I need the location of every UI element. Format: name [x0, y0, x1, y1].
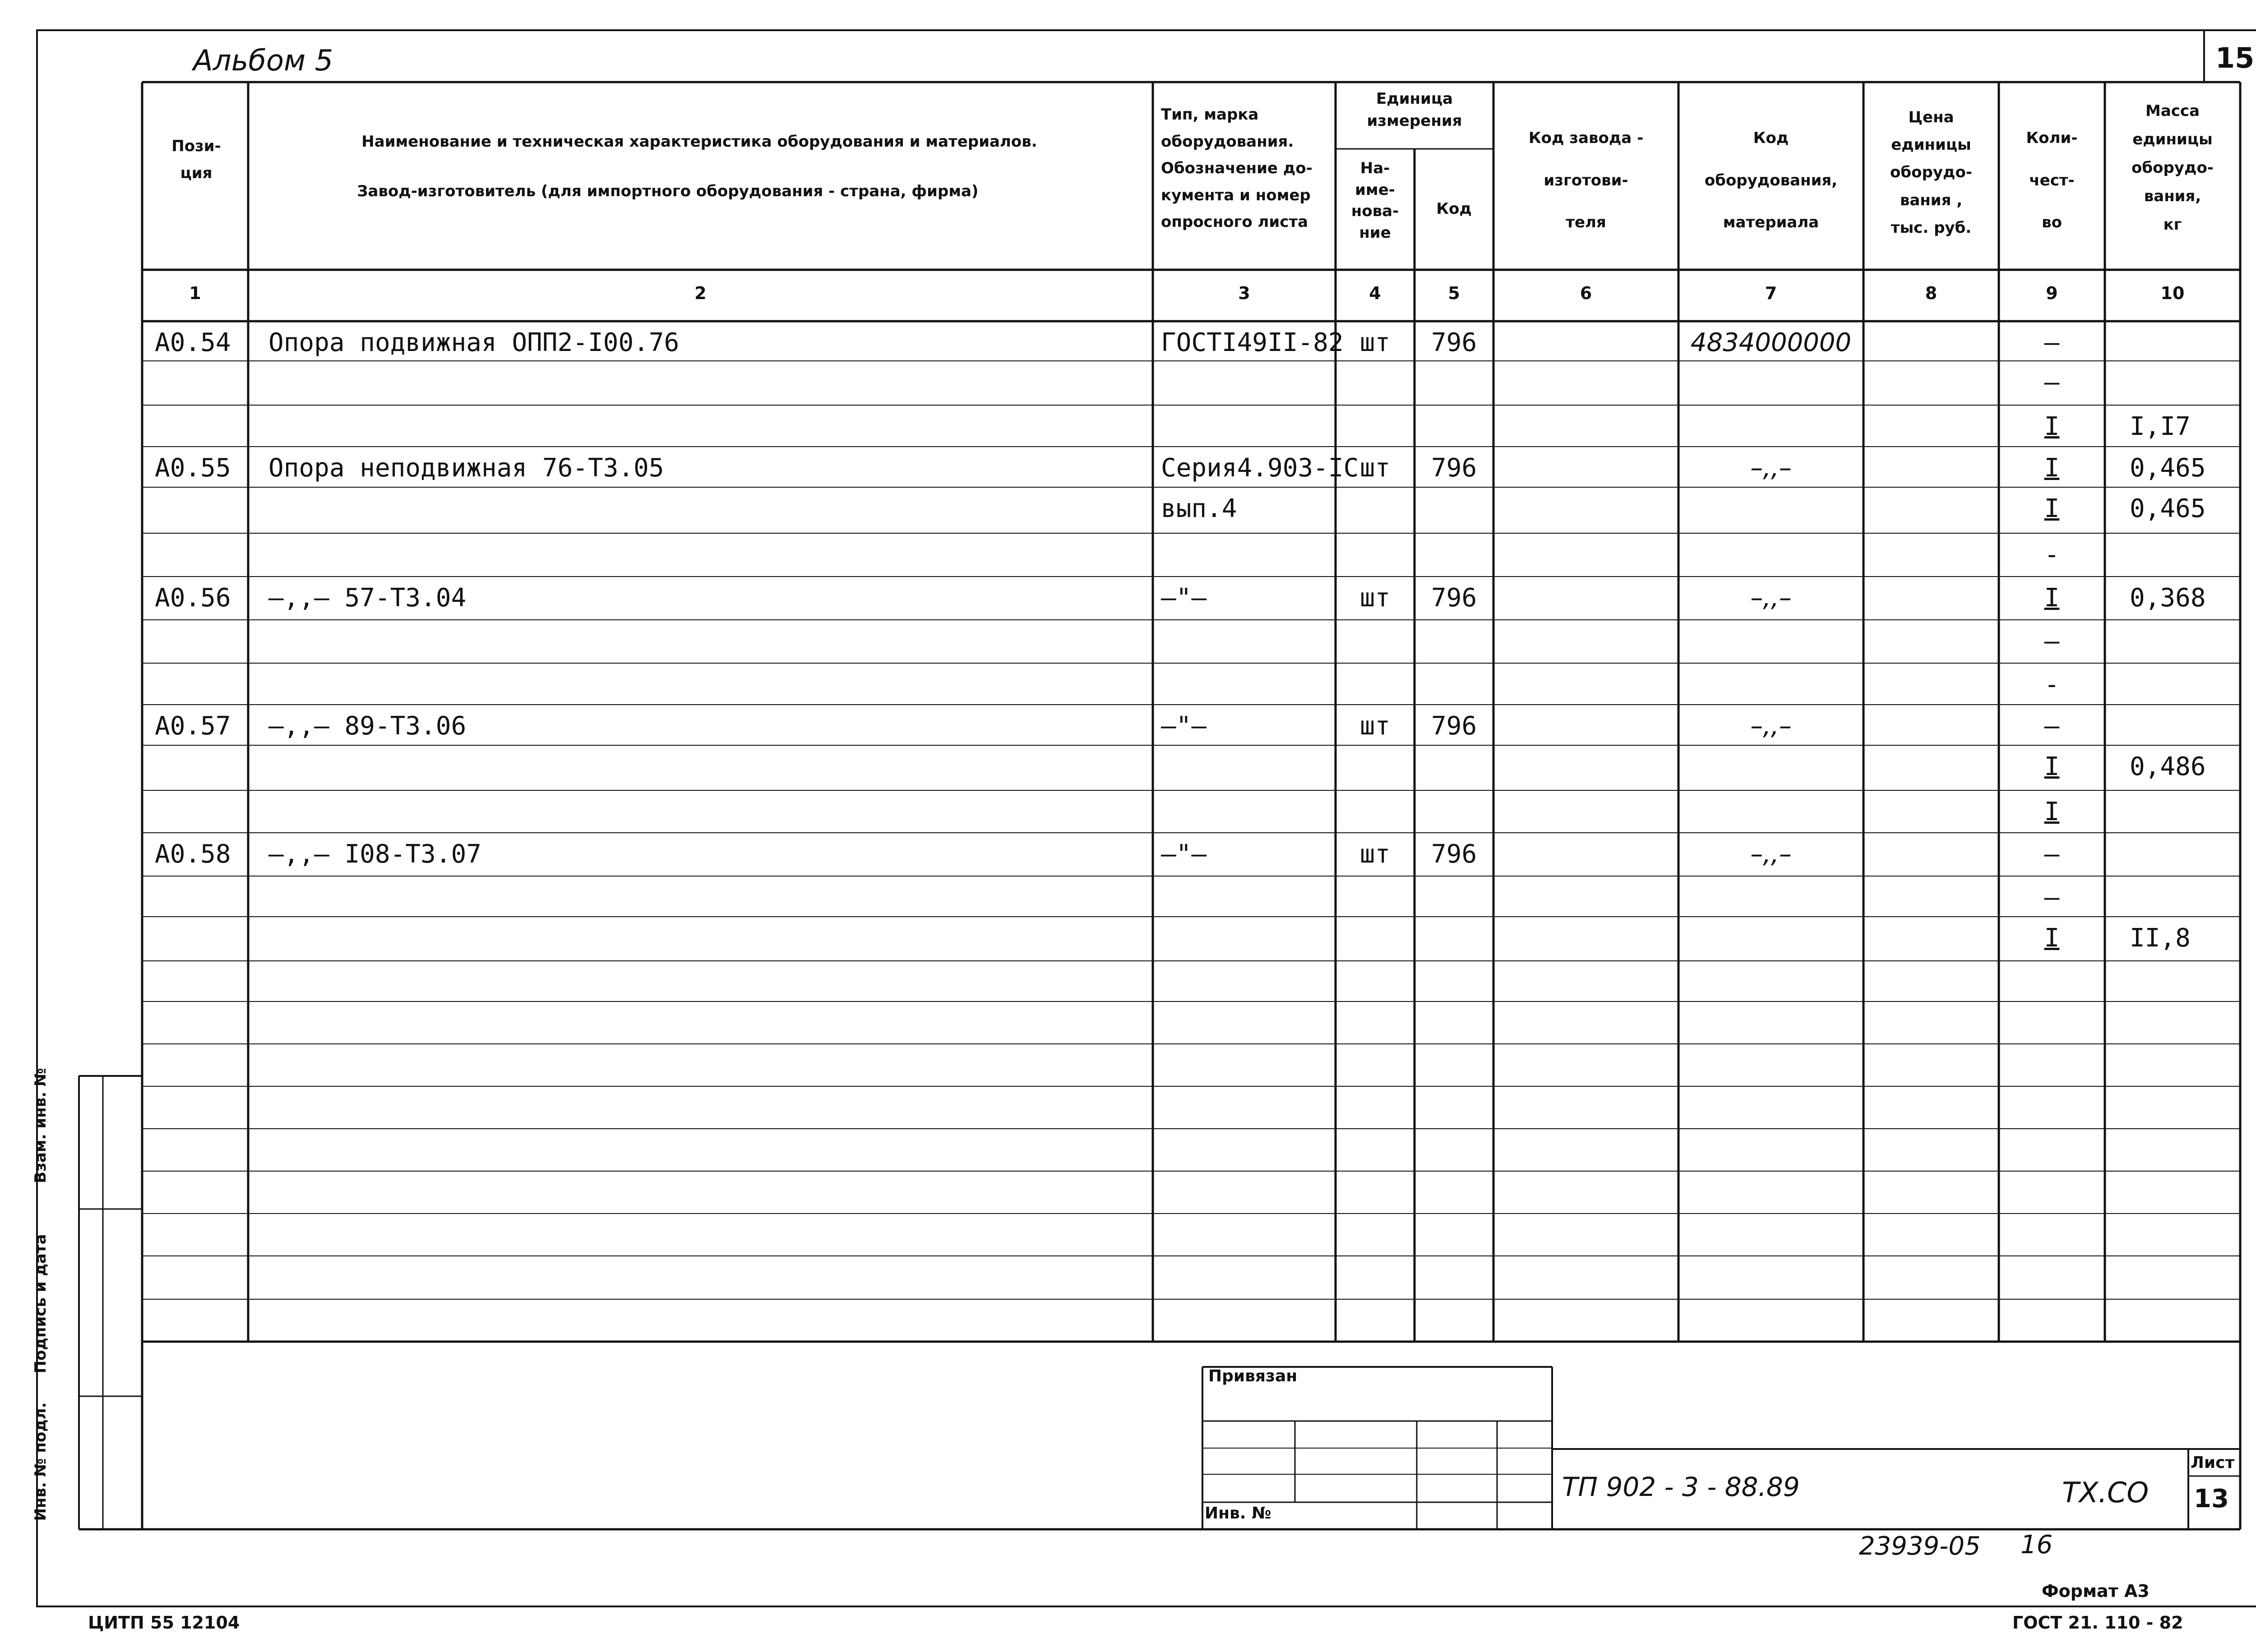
cell-type: –"–	[1161, 583, 1207, 613]
cell-mass: II,8	[2130, 923, 2191, 953]
cell-qty: I	[2044, 797, 2060, 826]
column-number-4: 4	[1369, 283, 1381, 303]
cell-name: Опора подвижная ОПП2-I00.76	[268, 328, 680, 357]
page-number: 15	[2215, 42, 2255, 74]
header-unit-code: Код	[1436, 200, 1472, 218]
cell-pos: А0.56	[155, 583, 231, 613]
cell-name: –,,– 89-Т3.06	[268, 711, 467, 741]
header-equip-code: Код оборудования, материала	[1704, 129, 1838, 231]
header-price: Цена единицы оборудо- вания , тыс. руб.	[1890, 108, 1972, 237]
cell-mass: 0,486	[2130, 752, 2206, 781]
cell-qty: –	[2044, 627, 2060, 656]
doc-code: ТП 902 - 3 - 88.89	[1562, 1472, 1800, 1502]
cell-equip: –,,–	[1750, 711, 1792, 741]
cell-equip: –,,–	[1750, 840, 1792, 869]
cell-unit: шт	[1359, 840, 1391, 869]
cell-qty: I	[2044, 453, 2060, 483]
column-number-3: 3	[1238, 283, 1250, 303]
header-unit: Единица измерения	[1367, 90, 1462, 130]
cell-qty: -	[2044, 540, 2060, 569]
column-number-10: 10	[2160, 283, 2185, 303]
cell-qty: –	[2044, 883, 2060, 912]
format-label: Формат А3	[2042, 1581, 2150, 1601]
cell-pos: А0.54	[155, 328, 231, 357]
sheet-number: 13	[2194, 1484, 2229, 1514]
column-number-6: 6	[1580, 283, 1592, 303]
cell-pos: А0.57	[155, 711, 231, 741]
gost-label: ГОСТ 21. 110 - 82	[2012, 1613, 2183, 1633]
cell-code: 796	[1431, 328, 1477, 357]
cell-qty: –	[2044, 368, 2060, 397]
header-maker-code: Код завода - изготови- теля	[1528, 129, 1644, 231]
cell-qty: I	[2044, 583, 2060, 613]
cell-qty: –	[2044, 711, 2060, 741]
cell-equip: –,,–	[1750, 453, 1792, 483]
header-unit-name: На- име- нова- ние	[1351, 159, 1399, 242]
header-qty: Коли- чест- во	[2026, 129, 2078, 231]
cell-pos: А0.55	[155, 453, 231, 483]
column-number-7: 7	[1765, 283, 1777, 303]
citp-label: ЦИТП 55 12104	[88, 1613, 240, 1633]
cell-qty: -	[2044, 670, 2060, 699]
header-name-line1: Наименование и техническая характеристика оборудования и материалов.	[361, 133, 1037, 151]
column-number-1: 1	[189, 283, 201, 303]
album-label: Альбом 5	[193, 44, 333, 78]
cell-code: 796	[1431, 711, 1477, 741]
cell-code: 796	[1431, 583, 1477, 613]
column-number-9: 9	[2046, 283, 2058, 303]
cell-mass: 0,368	[2130, 583, 2206, 613]
cell-mass: 0,465	[2130, 453, 2206, 483]
privyazan-label: Привязан	[1208, 1367, 1298, 1385]
header-mass: Масса единицы оборудо- вания, кг	[2131, 102, 2214, 234]
cell-unit: шт	[1359, 711, 1391, 741]
cell-mass: I,I7	[2130, 412, 2191, 441]
cell-name: Опора неподвижная 76-Т3.05	[268, 453, 664, 483]
cell-type: ГОСТI49II-82	[1161, 328, 1344, 357]
cell-name: –,,– I08-Т3.07	[268, 840, 482, 869]
cell-code: 796	[1431, 453, 1477, 483]
order-page: 16	[2020, 1530, 2053, 1560]
cell-qty: I	[2044, 752, 2060, 781]
cell-qty: I	[2044, 923, 2060, 953]
sheet-label: Лист	[2191, 1454, 2235, 1472]
side-vzam-label: Взам. инв. №	[32, 1068, 50, 1183]
cell-type: вып.4	[1161, 494, 1237, 523]
column-number-8: 8	[1925, 283, 1937, 303]
inv-no-label: Инв. №	[1205, 1504, 1271, 1523]
cell-type: –"–	[1161, 711, 1207, 741]
column-number-5: 5	[1448, 283, 1460, 303]
cell-qty: –	[2044, 840, 2060, 869]
cell-unit: шт	[1359, 328, 1391, 357]
order-number: 23939-05	[1859, 1532, 1981, 1561]
header-type: Тип, марка оборудования. Обозначение до- кумента и номер опросного листа	[1161, 106, 1313, 231]
cell-pos: А0.58	[155, 840, 231, 869]
cell-name: –,,– 57-Т3.04	[268, 583, 467, 613]
cell-type: –"–	[1161, 840, 1207, 869]
cell-unit: шт	[1359, 453, 1391, 483]
cell-type: Серия4.903-IC	[1161, 453, 1359, 483]
cell-equip: –,,–	[1750, 583, 1792, 613]
header-pos: Пози- ция	[171, 137, 221, 182]
side-podpis-label: Подпись и дата	[32, 1234, 50, 1374]
cell-mass: 0,465	[2130, 494, 2206, 523]
cell-qty: I	[2044, 494, 2060, 523]
header-name-line2: Завод-изготовитель (для импортного оборудования - страна, фирма)	[357, 182, 979, 200]
doc-mark: ТХ.СО	[2062, 1476, 2149, 1509]
cell-equip: 4834000000	[1690, 328, 1852, 357]
cell-unit: шт	[1359, 583, 1391, 613]
cell-qty: –	[2044, 328, 2060, 357]
cell-qty: I	[2044, 412, 2060, 441]
column-number-2: 2	[694, 283, 707, 303]
cell-code: 796	[1431, 840, 1477, 869]
side-inv-label: Инв. № подл.	[32, 1402, 50, 1521]
